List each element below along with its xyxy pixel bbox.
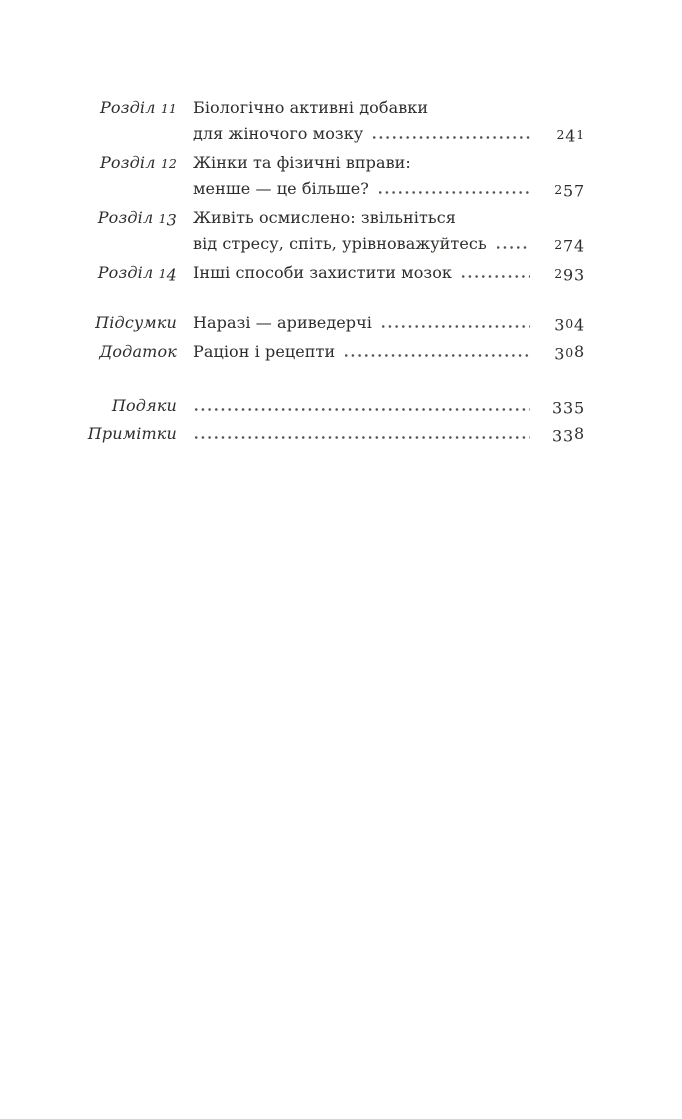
page-number: 308 [554,342,585,364]
dot-leader [373,136,530,139]
entry-body [193,150,585,175]
toc-row [40,339,585,365]
page-number: 304 [554,315,585,335]
entry-body [193,310,530,335]
dot-leader [195,408,530,411]
entry-body [193,176,530,201]
toc-row [40,231,585,257]
toc-row [40,176,585,202]
entry-body [193,408,530,411]
entry-label: Розділ 13 [97,208,177,230]
entry-label: Підсумки [95,313,177,332]
entry-body [193,205,585,230]
book-toc-page [0,95,682,1119]
dot-leader [462,275,530,278]
page-number: 335 [552,398,585,418]
entry-body [193,95,585,120]
entry-title: Раціон і рецепти [193,342,336,361]
entry-title-continued: менше — це більше? [193,179,369,198]
toc-row [40,150,585,176]
entry-body [193,121,530,146]
entry-body [193,436,530,439]
entry-label: Розділ 14 [97,263,177,285]
entry-title: Інші способи захистити мозок [193,263,453,282]
page-number: 257 [554,181,585,201]
entry-label: Примітки [87,424,177,443]
page-number: 293 [554,265,585,285]
toc-row [40,421,585,446]
dot-leader [379,191,530,194]
entry-body [193,231,530,256]
page-number: 274 [554,236,585,256]
entry-title: Живіть осмислено: звільніться [193,208,456,227]
toc-row [40,205,585,231]
entry-label: Додаток [99,342,177,361]
toc-row [40,310,585,336]
page-number: 338 [552,424,585,446]
entry-label: Розділ 12 [99,153,177,172]
dot-leader [195,436,530,439]
dot-leader [345,354,530,357]
entry-title: Жінки та фізичні вправи: [193,153,411,172]
table-of-contents [40,95,585,446]
toc-row [40,260,585,286]
entry-title: Біологічно активні добавки [193,98,429,117]
toc-row [40,121,585,147]
toc-row [40,95,585,121]
entry-body [193,339,530,364]
dot-leader [382,325,530,328]
entry-label: Розділ 11 [99,98,177,117]
toc-row [40,393,585,418]
page-number: 241 [556,126,585,146]
entry-title-continued: для жіночого мозку [193,124,364,143]
entry-label: Подяки [111,396,177,415]
dot-leader [497,246,530,249]
entry-body [193,260,530,285]
entry-title: Наразі — ариведерчі [193,313,372,332]
entry-title-continued: від стресу, спіть, урівноважуйтесь [193,234,487,253]
